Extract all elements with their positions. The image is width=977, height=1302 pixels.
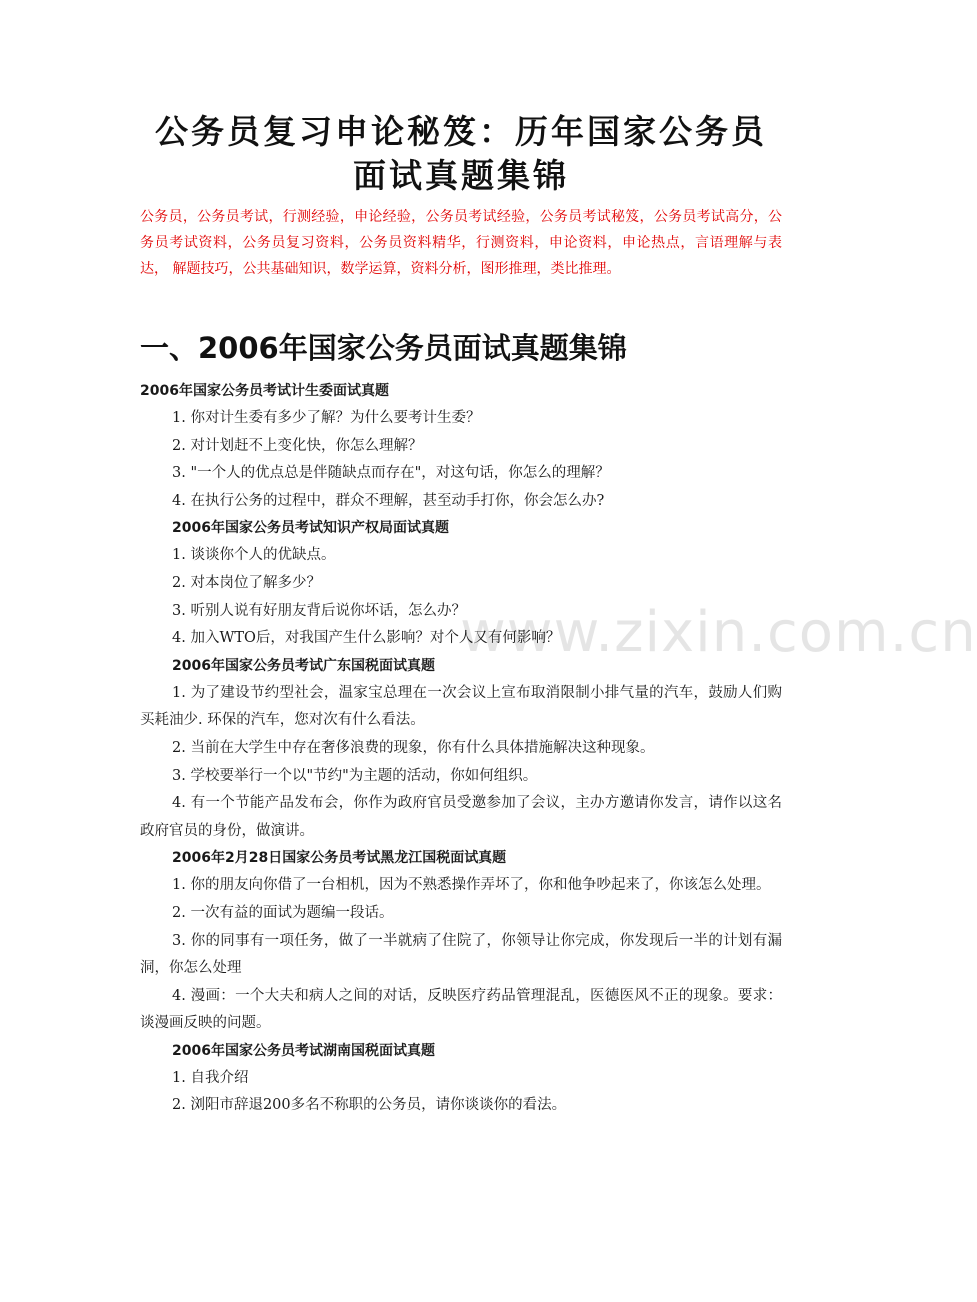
question-item: 2. 一次有益的面试为题编一段话。 — [172, 904, 394, 921]
question-item: 1. 为了建设节约型社会，温家宝总理在一次会议上宣布取消限制小排气量的汽车，鼓励人们购买耗油少. 环保的汽车，您对次有什么看法。 — [140, 684, 782, 729]
question-item: 4. 漫画：一个大夫和病人之间的对话，反映医疗药品管理混乱，医德医风不正的现象。要求：谈漫画反映的问题。 — [140, 987, 782, 1032]
question-item: 4. 有一个节能产品发布会，你作为政府官员受邀参加了会议，主办方邀请你发言，请作以这名政府官员的身份，做演讲。 — [140, 795, 782, 839]
document-title: 公务员复习申论秘笈：历年国家公务员面试真题集锦 — [155, 112, 767, 195]
question-item: 2. 当前在大学生中存在奢侈浪费的现象，你有什么具体措施解决这种现象。 — [172, 739, 655, 756]
group-heading: 2006年国家公务员考试湖南国税面试真题 — [172, 1042, 435, 1059]
group-heading: 2006年国家公务员考试计生委面试真题 — [140, 383, 389, 399]
question-item: 4. 在执行公务的过程中，群众不理解，甚至动手打你，你会怎么办? — [172, 492, 605, 509]
group-heading: 2006年2月28日国家公务员考试黑龙江国税面试真题 — [172, 850, 507, 867]
question-item: 1. 你对计生委有多少了解？为什么要考计生委？ — [172, 410, 481, 426]
question-item: 2. 对本岗位了解多少？ — [172, 574, 321, 591]
question-group — [140, 378, 782, 515]
question-item: 1. 谈谈你个人的优缺点。 — [172, 547, 336, 564]
question-item: 3. 听别人说有好朋友背后说你坏话，怎么办？ — [172, 602, 466, 619]
question-item: 3. 你的同事有一项任务，做了一半就病了住院了，你领导让你完成，你发现后一半的计划有漏洞，你怎么处理 — [140, 932, 782, 977]
question-item: 2. 对计划赶不上变化快，你怎么理解？ — [172, 437, 423, 454]
question-item: 1. 你的朋友向你借了一台相机，因为不熟悉操作弄坏了，你和他争吵起来了，你该怎么处理。 — [172, 877, 771, 894]
question-item: 3. "一个人的优点总是伴随缺点而存在"，对这句话，你怎么的理解？ — [172, 465, 610, 482]
question-group — [140, 1038, 782, 1120]
group-heading: 2006年国家公务员考试知识产权局面试真题 — [172, 520, 449, 537]
question-item: 3. 学校要举行一个以"节约"为主题的活动，你如何组织。 — [172, 767, 538, 784]
group-heading: 2006年国家公务员考试广东国税面试真题 — [172, 657, 435, 674]
watermark: www.zixin.com.cn — [460, 600, 977, 665]
question-item: 1. 自我介绍 — [172, 1069, 249, 1086]
question-group — [140, 653, 782, 846]
question-item: 2. 浏阳市辞退200多名不称职的公务员，请你谈谈你的看法。 — [172, 1097, 567, 1114]
section-title: 一、2006年国家公务员面试真题集锦 — [140, 331, 627, 365]
question-group — [140, 845, 782, 1038]
question-item: 4. 加入WTO后，对我国产生什么影响？对个人又有何影响？ — [172, 630, 561, 647]
keywords-paragraph: 公务员，公务员考试，行测经验，申论经验，公务员考试经验，公务员考试秘笈，公务员考试高分，公务员考试资料，公务员复习资料，公务员资料精华，行测资料，申论资料，申论热点，言语理解与表达， 解题技巧，公共基础知识，数学运算，资料分析，图形推理，类比推理。 — [140, 209, 782, 277]
